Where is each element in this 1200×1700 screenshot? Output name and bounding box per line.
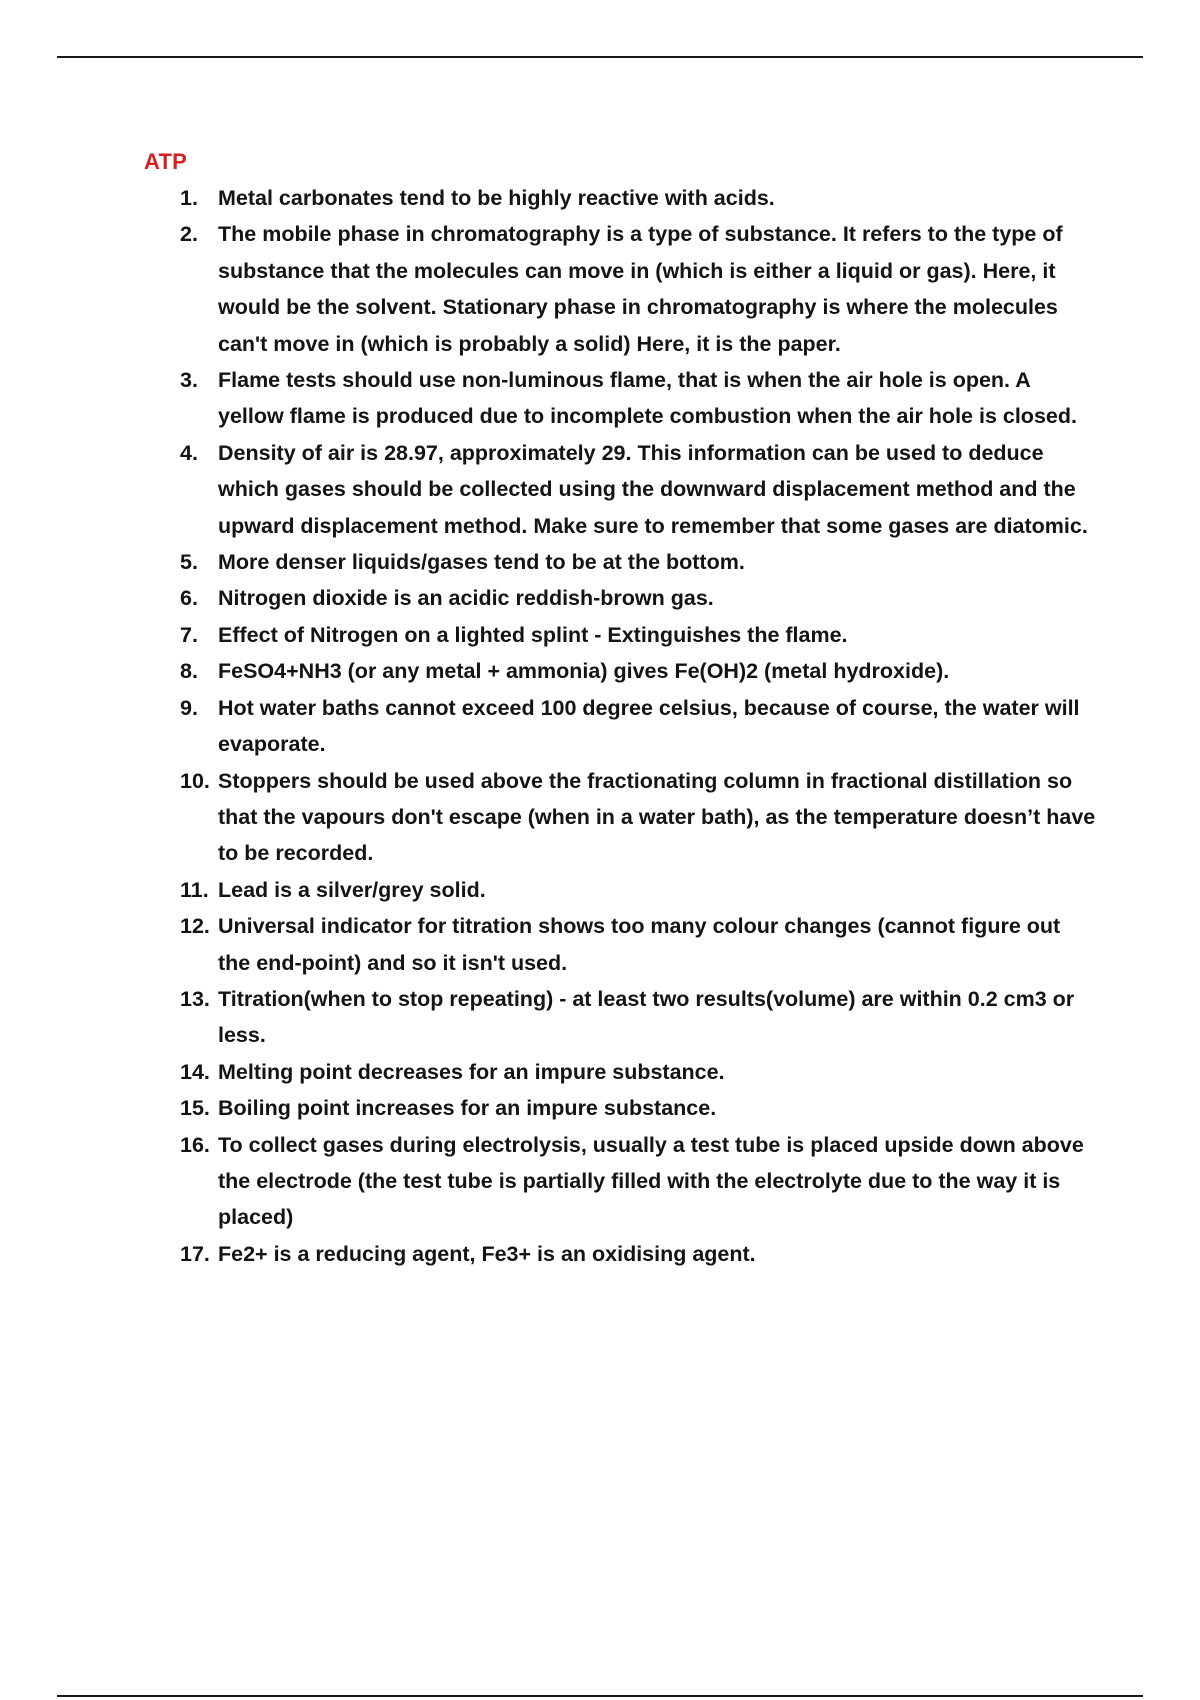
- item-number: 7.: [180, 622, 198, 647]
- item-text: Fe2+ is a reducing agent, Fe3+ is an oxidising agent.: [218, 1241, 756, 1266]
- item-number: 13.: [180, 986, 210, 1011]
- list-item: [0, 435, 1098, 544]
- item-number: 1.: [180, 186, 198, 210]
- item-text: To collect gases during electrolysis, usually a test tube is placed upside down above the electrode (the test tube is partially filled with the electrolyte due to the way it is placed): [218, 1132, 1084, 1230]
- item-text: The mobile phase in chromatography is a type of substance. It refers to the type of substance that the molecules can move in (which is either a liquid or gas). Here, it would be the solvent. Stationary phase in chromatography is where the molecules can't move in (which is probably a solid) Here, it is the paper.: [218, 222, 1063, 356]
- section-heading: ATP: [144, 149, 187, 174]
- list-item: [0, 580, 1098, 616]
- item-text: Density of air is 28.97, approximately 29. This information can be used to deduce which gases should be collected using the downward displacement method and the upward displacement method. Make sure to remember that some gases are diatomic.: [218, 440, 1088, 538]
- item-text: Nitrogen dioxide is an acidic reddish-brown gas.: [218, 586, 714, 611]
- item-number: 17.: [180, 1241, 210, 1266]
- list-item: [0, 544, 1098, 580]
- item-number: 10.: [180, 768, 210, 793]
- item-text: Universal indicator for titration shows too many colour changes (cannot figure out the end-point) and so it isn't used.: [218, 914, 1061, 975]
- list-item: [0, 1054, 1098, 1090]
- item-text: Metal carbonates tend to be highly reactive with acids.: [218, 186, 775, 210]
- list-item: [0, 763, 1098, 872]
- item-text: Effect of Nitrogen on a lighted splint - Extinguishes the flame.: [218, 622, 848, 647]
- notes-list: [0, 180, 1200, 1272]
- item-number: 2.: [180, 222, 198, 247]
- item-number: 9.: [180, 695, 198, 720]
- list-item: [0, 908, 1098, 981]
- item-number: 12.: [180, 914, 210, 939]
- item-text: Hot water baths cannot exceed 100 degree celsius, because of course, the water will evaporate.: [218, 695, 1080, 757]
- item-number: 3.: [180, 368, 198, 393]
- item-text: Flame tests should use non-luminous flame, that is when the air hole is open. A yellow flame is produced due to incomplete combustion when the air hole is closed.: [218, 368, 1077, 429]
- list-item: [0, 653, 1098, 689]
- list-item: [0, 617, 1098, 653]
- list-item: [0, 981, 1098, 1054]
- item-text: Boiling point increases for an impure substance.: [218, 1096, 717, 1121]
- item-number: 16.: [180, 1132, 210, 1157]
- top-rule: [57, 56, 1143, 58]
- item-text: Stoppers should be used above the fractionating column in fractional distillation so that the vapours don't escape (when in a water bath), as the temperature doesn’t have to be recorded.: [218, 768, 1096, 866]
- item-text: Titration(when to stop repeating) - at least two results(volume) are within 0.2 cm3 or less.: [218, 986, 1075, 1048]
- item-number: 8.: [180, 659, 198, 684]
- list-item: [0, 216, 1098, 362]
- item-number: 15.: [180, 1096, 210, 1121]
- item-number: 6.: [180, 586, 198, 611]
- bottom-rule: [57, 1695, 1143, 1697]
- list-item: [0, 362, 1098, 435]
- item-text: Lead is a silver/grey solid.: [218, 877, 486, 902]
- item-number: 14.: [180, 1059, 210, 1084]
- item-number: 4.: [180, 440, 198, 465]
- item-text: Melting point decreases for an impure substance.: [218, 1059, 725, 1084]
- item-text: FeSO4+NH3 (or any metal + ammonia) gives Fe(OH)2 (metal hydroxide).: [218, 659, 950, 684]
- item-number: 11.: [180, 877, 209, 902]
- item-text: More denser liquids/gases tend to be at the bottom.: [218, 550, 745, 575]
- list-item: [0, 1090, 1098, 1126]
- list-item: [0, 1127, 1098, 1236]
- list-item: [0, 690, 1098, 763]
- item-number: 5.: [180, 550, 198, 575]
- list-item: [0, 1236, 1098, 1272]
- list-item: [0, 872, 1098, 908]
- list-item: [0, 180, 1098, 216]
